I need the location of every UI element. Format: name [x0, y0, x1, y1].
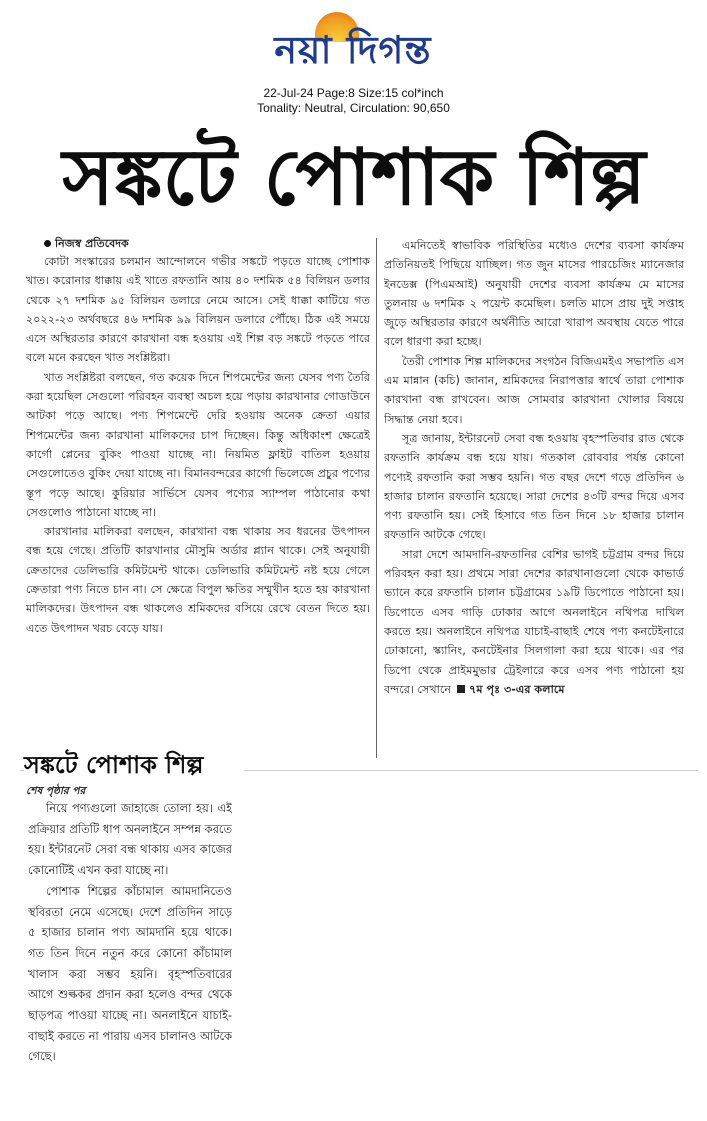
- paragraph: কারখানার মালিকরা বলছেন, কারখানা বন্ধ থাকায় সব ধরনের উৎপাদন বন্ধ হয়ে গেছে। প্রতিটি কারখানার মৌসুমি অর্ডার প্ল্যান থাকে। সেই অনুযায়ী ক্রেতাদের ডেলিভারি কমিটমেন্ট থাকে। ডেলিভারি কমিটমেন্ট নষ্ট হয়ে গেলে ক্রেতারা পণ্য নিতে চান না। সে ক্ষেত্রে বিপুল ক্ষতির সম্মুখীন হতে হয় কারখানা মালিকদের। উৎপাদন বন্ধ থাকলেও শ্রমিকদের বসিয়ে রেখে বেতন দিতে হয়। এতে উৎপাদন খরচ বেড়ে যায়।: [26, 525, 370, 635]
- paragraph: এমনিতেই স্বাভাবিক পরিস্থিতির মধ্যেও দেশের ব্যবসা কার্যক্রম প্রতিনিয়তই পিছিয়ে যাচ্ছিল। গত জুন মাসের পারচেজিং ম্যানেজার ইনডেক্স (পিএমআই) অনুযায়ী দেশের ব্যবসা কার্যক্রম মে মাসের তুলনায় ৬ দশমিক ২ পয়েন্ট কমেছিল। চলতি মাসে প্রায় দুই সপ্তাহ জুড়ে অস্থিরতার কারণে অর্থনীতি আরো খারাপ অবস্থায় যেতে পারে বলে ধারণা করা হচ্ছে।: [384, 239, 684, 349]
- byline-text: নিজস্ব প্রতিবেদক: [55, 237, 129, 250]
- paragraph-text: সারা দেশে আমদানি-রফতানির বেশির ভাগই চট্টগ্রাম বন্দর দিয়ে পরিবহন করা হয়। প্রথমে সারা দেশের কারখানাগুলো থেকে কাভার্ড ভ্যানে করে রফতানি চালান চট্টগ্রামের ১৯টি ডিপোতে পাঠানো হয়। ডিপোতে এসব গাড়ি ঢোকার আগে অনলাইনে নথিপত্র দাখিল করতে হয়। অনলাইনে নথিপত্র যাচাই-বাছাই শেষে পণ্য কনটেইনারে ঢোকানো, স্ক্যানিং, কনটেইনার সিলগালা করা হয়ে থাকে। এর পর ডিপো থেকে প্রাইমমুভার ট্রেইলারে করে এসব পণ্য পাঠানো হয় বন্দরে। সেখানে: [384, 547, 684, 696]
- article-column-left: [26, 236, 370, 756]
- clipping-meta-date-page: 22-Jul-24 Page:8 Size:15 col*inch: [263, 86, 444, 100]
- column-divider: [376, 238, 377, 758]
- clipping-meta-tonality: Tonality: Neutral, Circulation: 90,650: [257, 101, 450, 115]
- continuation-subtitle: শেষ পৃষ্ঠার পর: [26, 785, 86, 797]
- continuation-title: সঙ্কটে পোশাক শিল্প: [24, 748, 244, 782]
- paragraph-last: [384, 545, 684, 699]
- continued-reference-text: ৭ম পৃঃ ৩-এর কলামে: [469, 682, 565, 696]
- square-marker-icon: [457, 685, 465, 693]
- bullet-icon: [44, 240, 51, 247]
- newspaper-logo: [218, 12, 488, 76]
- masthead: [0, 0, 707, 118]
- article-column-right: [384, 236, 684, 766]
- paragraph: কোটা সংস্কারের চলমান আন্দোলনে গভীর সঙ্কটে পড়তে যাচ্ছে পোশাক খাত। করোনার ধাক্কায় এই খাতে রফতানি আয় ৪০ দশমিক ৫৪ বিলিয়ন ডলার থেকে ২৭ দশমিক ৯৫ বিলিয়ন ডলারে নেমে আসে। সেই ধাক্কা কাটিয়ে গত ২০২২-২৩ অর্থবছরে ৪৬ দশমিক ৯৯ বিলিয়ন ডলারে পৌঁছে। ঠিক এই সময়ে এসে অস্থিরতার কারণে কারখানা বন্ধ হওয়ায় এই শিল্প বড় সঙ্কটে পড়তে পারে বলে মনে করছেন খাত সংশ্লিষ্টরা।: [26, 255, 370, 365]
- paragraph: পোশাক শিল্পের কাঁচামাল আমদানিতেও স্থবিরতা নেমে এসেছে। দেশে প্রতিদিন সাড়ে ৫ হাজার চালান পণ্য আমদানি হয়ে থাকে। গত তিন দিনে নতুন করে কোনো কাঁচামাল খালাস করা সম্ভব হয়নি। বৃহস্পতিবারের আগে শুল্ককর প্রদান করা হলেও বন্দর থেকে ছাড়পত্র পাওয়া যাচ্ছে না। অনলাইনে যাচাই-বাছাই করতে না পারায় এসব চালানও আটকে গেছে।: [28, 883, 232, 1064]
- paragraph: তৈরী পোশাক শিল্প মালিকদের সংগঠন বিজিএমইএ সভাপতি এস এম মান্নান (কচি) জানান, শ্রমিকদের নিরাপত্তার স্বার্থে তারা পোশাক কারখানা বন্ধ রাখবেন। আজ সোমবার কারখানা খোলার বিষয়ে সিদ্ধান্ত নেয়া হবে।: [384, 354, 684, 426]
- paragraph: সূত্র জানায়, ইন্টারনেট সেবা বন্ধ হওয়ায় বৃহস্পতিবার রাত থেকে রফতানি কার্যক্রম বন্ধ হয়ে যায়। গতকাল রোববার পর্যন্ত কোনো পণ্যেই রফতানি করা সম্ভব হয়নি। গত বছর দেশে গড়ে প্রতিদিন ৬ হাজার চালান রফতানি হয়েছে। সারা দেশের ৪৩টি বন্দর দিয়ে এসব পণ্য রফতানি হয়। সেই হিসাবে গত তিন দিনে ১৮ হাজার চালান রফতানি আটকে গেছে।: [384, 431, 684, 542]
- continuation-column: [28, 798, 232, 1110]
- byline: [26, 236, 370, 252]
- article-headline: সঙ্কটে পোশাক শিল্প: [62, 133, 646, 223]
- continued-reference: [451, 683, 564, 696]
- paragraph: নিয়ে পণ্যগুলো জাহাজে তোলা হয়। এই প্রক্রিয়ার প্রতিটি ধাপ অনলাইনে সম্পন্ন করতে হয়। ইন্টারনেট সেবা বন্ধ থাকায় এসব কাজের কোনোটিই এখন করা যাচ্ছে না।: [28, 801, 232, 878]
- paragraph: খাত সংশ্লিষ্টরা বলছেন, গত কয়েক দিনে শিপমেন্টের জন্য যেসব পণ্য তৈরি করা হয়েছিল সেগুলো পরিবহন ব্যবস্থা অচল হয়ে পড়ায় কারখানার গোডাউনে আটকা পড়ে আছে। পণ্য শিপমেন্টে দেরি হওয়ায় অনেক ক্রেতা এয়ার শিপমেন্টের জন্য কারখানা মালিকদের চাপ দিচ্ছেন। কিন্তু অধিকাংশ ক্ষেত্রেই কার্গো প্লেনের বুকিং পাওয়া যাচ্ছে না। নিয়মিত ফ্লাইট বাতিল হওয়ায় সেগুলোতেও বুকিং দেয়া যাচ্ছে না। বিমানবন্দরের কার্গো ভিলেজে প্রচুর পণ্যের স্তূপ পড়ে আছে। কুরিয়ার সার্ভিসে যেসব পণ্যের স্যাম্পল পাঠানোর কথা সেগুলোও পাঠানো যাচ্ছে না।: [26, 370, 370, 519]
- logo-text: নয়া দিগন্ত: [274, 27, 432, 72]
